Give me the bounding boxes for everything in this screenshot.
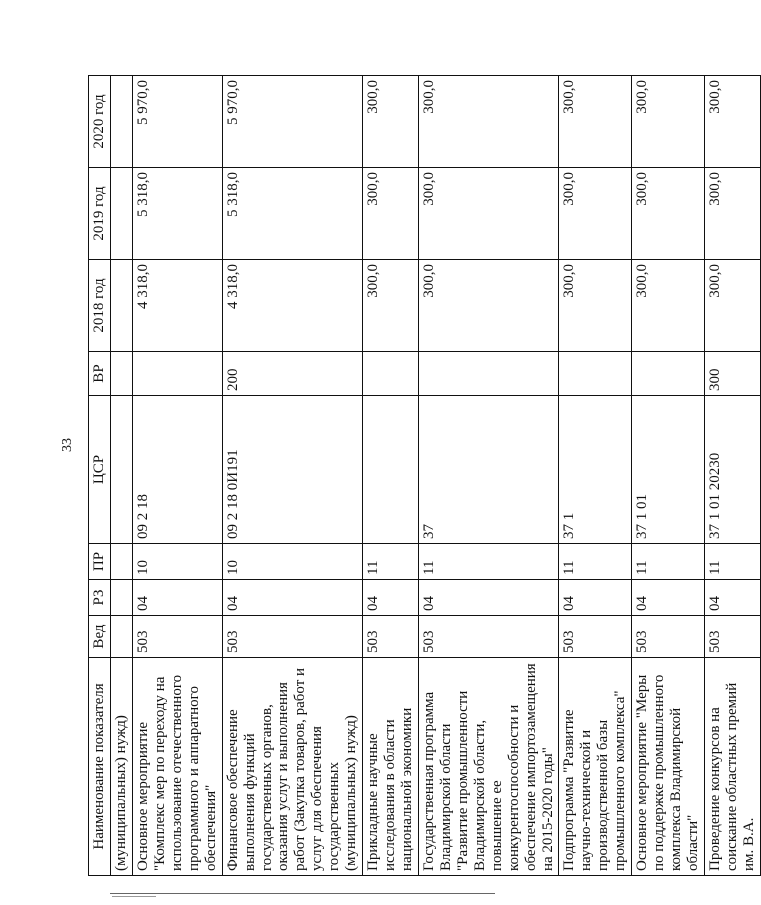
row-ved: 503 — [704, 616, 760, 658]
bottom-divider — [110, 893, 495, 894]
row-2020: 5 970,0 — [132, 76, 222, 168]
table-row — [418, 76, 559, 876]
row-2018: 300,0 — [559, 260, 632, 352]
page-number: 33 — [60, 438, 75, 452]
col-csr-header: ЦСР — [89, 396, 111, 544]
row-ved: 503 — [632, 616, 705, 658]
row-csr: 37 — [418, 396, 559, 544]
row-name: Финансовое обеспечение выполнения функций государственных органов, оказания услуг и выполнения работ (Закупка товаров, работ и услуг для обеспечения государственных (муниципальных) нужд) — [222, 658, 363, 876]
row-2019: 5 318,0 — [132, 168, 222, 260]
row-2020: 300,0 — [418, 76, 559, 168]
col-vr-header: ВР — [89, 352, 111, 396]
row-rz: 04 — [704, 580, 760, 616]
row-name: Основное мероприятие "Меры по поддержке промышленного комплекса Владимирской области" — [632, 658, 705, 876]
col-2020-header: 2020 год — [89, 76, 111, 168]
rotated-page — [88, 76, 757, 876]
row-rz: 04 — [132, 580, 222, 616]
col-pr-header: ПР — [89, 544, 111, 580]
row-2020: 300,0 — [363, 76, 419, 168]
row-2019: 5 318,0 — [222, 168, 363, 260]
row-ved: 503 — [222, 616, 363, 658]
row-vr — [132, 352, 222, 396]
row-2019: 300,0 — [632, 168, 705, 260]
row-vr: 200 — [222, 352, 363, 396]
budget-table — [88, 75, 761, 876]
col-name-header: Наименование показателя — [89, 658, 111, 876]
row-2018: 4 318,0 — [222, 260, 363, 352]
table-row — [132, 76, 222, 876]
row-2018: 4 318,0 — [132, 260, 222, 352]
row-pr: 11 — [632, 544, 705, 580]
table-row — [363, 76, 419, 876]
row-2018: 300,0 — [418, 260, 559, 352]
row-pr: 10 — [222, 544, 363, 580]
row-csr: 09 2 18 — [132, 396, 222, 544]
row-csr — [363, 396, 419, 544]
row-ved: 503 — [132, 616, 222, 658]
row-rz: 04 — [363, 580, 419, 616]
continuation-row — [111, 76, 133, 876]
row-name: Основное мероприятие "Комплекс мер по переходу на использование отечественного программного и аппаратного обеспечения" — [132, 658, 222, 876]
table-row — [222, 76, 363, 876]
row-pr: 11 — [704, 544, 760, 580]
row-ved: 503 — [363, 616, 419, 658]
table-header — [89, 76, 111, 876]
row-ved: 503 — [418, 616, 559, 658]
row-pr: 10 — [132, 544, 222, 580]
table-row — [632, 76, 705, 876]
row-csr: 37 1 — [559, 396, 632, 544]
row-2019: 300,0 — [363, 168, 419, 260]
row-name: Прикладные научные исследования в области национальной экономики — [363, 658, 419, 876]
row-rz: 04 — [559, 580, 632, 616]
row-vr — [632, 352, 705, 396]
row-csr: 37 1 01 — [632, 396, 705, 544]
row-vr: 300 — [704, 352, 760, 396]
row-vr — [559, 352, 632, 396]
bottom-divider-short — [112, 896, 156, 897]
row-2018: 300,0 — [363, 260, 419, 352]
row-rz: 04 — [632, 580, 705, 616]
row-2019: 300,0 — [704, 168, 760, 260]
row-pr: 11 — [559, 544, 632, 580]
row-2019: 300,0 — [559, 168, 632, 260]
row-csr: 09 2 18 0И191 — [222, 396, 363, 544]
row-2020: 300,0 — [632, 76, 705, 168]
row-name: Подпрограмма "Развитие научно-технической и производственной базы промышленного комплекса" — [559, 658, 632, 876]
row-pr: 11 — [418, 544, 559, 580]
row-2018: 300,0 — [704, 260, 760, 352]
col-2019-header: 2019 год — [89, 168, 111, 260]
row-vr — [418, 352, 559, 396]
row-ved: 503 — [559, 616, 632, 658]
row-rz: 04 — [418, 580, 559, 616]
row-2018: 300,0 — [632, 260, 705, 352]
row-pr: 11 — [363, 544, 419, 580]
row-vr — [363, 352, 419, 396]
row-rz: 04 — [222, 580, 363, 616]
col-ved-header: Вед — [89, 616, 111, 658]
row-csr: 37 1 01 20230 — [704, 396, 760, 544]
table-row — [559, 76, 632, 876]
row-name: Государственная программа Владимирской области "Развитие промышленности Владимирской области, повышение ее конкурентоспособности и обеспечение импортозамещения на 2015-2020 годы" — [418, 658, 559, 876]
row-2020: 300,0 — [559, 76, 632, 168]
row-name: Проведение конкурсов на соискание областных премий им. В.А. — [704, 658, 760, 876]
continuation-text: (муниципальных) нужд) — [111, 658, 133, 876]
row-2020: 300,0 — [704, 76, 760, 168]
col-2018-header: 2018 год — [89, 260, 111, 352]
col-rz-header: РЗ — [89, 580, 111, 616]
row-2020: 5 970,0 — [222, 76, 363, 168]
table-row — [704, 76, 760, 876]
row-2019: 300,0 — [418, 168, 559, 260]
